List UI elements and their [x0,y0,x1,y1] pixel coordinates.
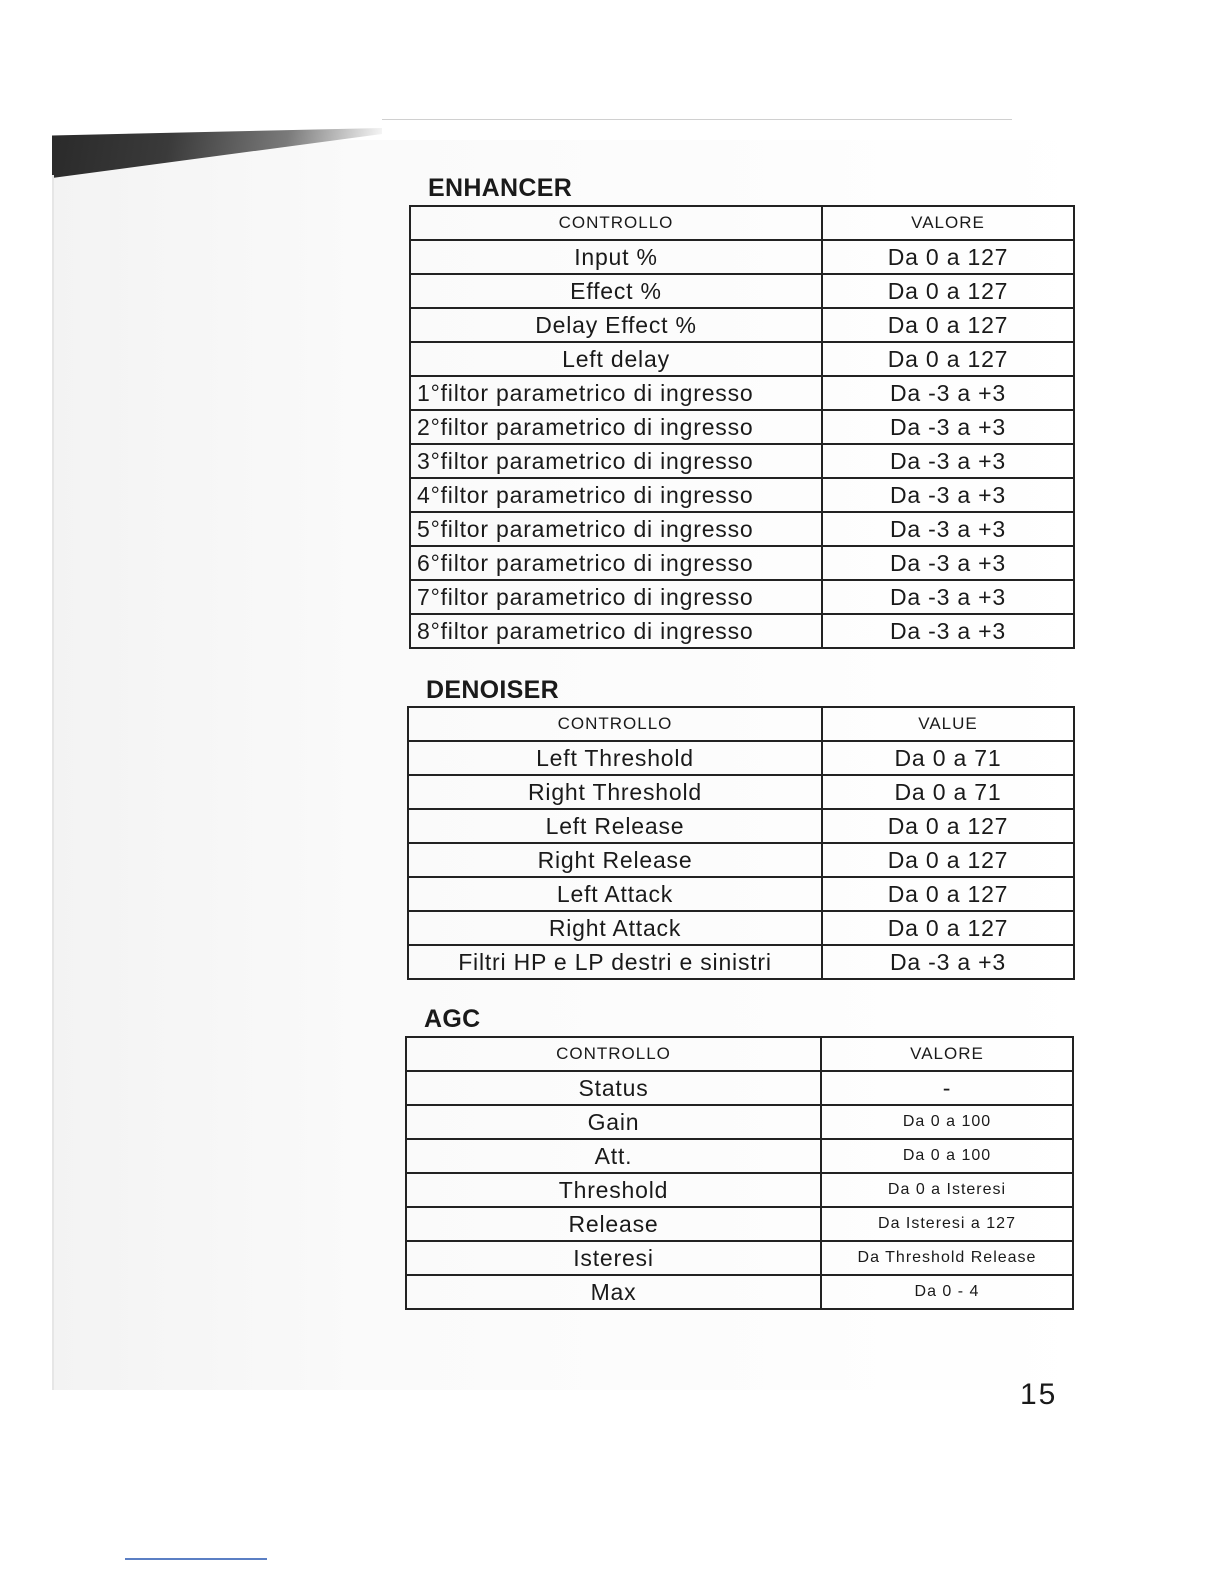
table-header-row [408,707,1074,741]
value-cell: Da 0 a Isteresi [821,1173,1073,1207]
table-row [406,1275,1073,1309]
table-row [410,478,1074,512]
value-cell: Da 0 a 127 [822,308,1074,342]
control-cell: Left Release [408,809,822,843]
control-cell: 4°filtor parametrico di ingresso [410,478,822,512]
control-cell: 8°filtor parametrico di ingresso [410,614,822,648]
value-cell: Da 0 a 127 [822,809,1074,843]
table-row [406,1241,1073,1275]
control-cell: Right Attack [408,911,822,945]
table-row [408,775,1074,809]
table-row [410,580,1074,614]
control-header: CONTROLLO [406,1037,821,1071]
table-row [408,945,1074,979]
left-page-edge [52,175,54,1390]
control-cell: Left Threshold [408,741,822,775]
control-cell: 6°filtor parametrico di ingresso [410,546,822,580]
control-cell: Isteresi [406,1241,821,1275]
value-cell: Da Threshold Release [821,1241,1073,1275]
control-cell: Release [406,1207,821,1241]
table-row [410,512,1074,546]
value-cell: Da 0 - 4 [821,1275,1073,1309]
table-row [410,376,1074,410]
table-row [410,614,1074,648]
table-row [406,1105,1073,1139]
value-cell: Da -3 a +3 [822,945,1074,979]
control-cell: Left delay [410,342,822,376]
control-cell: Delay Effect % [410,308,822,342]
table-row [408,809,1074,843]
value-cell: Da 0 a 127 [822,843,1074,877]
table-row [406,1071,1073,1105]
table-row [406,1139,1073,1173]
value-cell: - [821,1071,1073,1105]
control-cell: Filtri HP e LP destri e sinistri [408,945,822,979]
denoiser-title: DENOISER [426,676,559,704]
enhancer-table [409,205,1075,649]
table-row [410,342,1074,376]
control-header: CONTROLLO [410,206,822,240]
top-rule [382,119,1012,120]
value-cell: Da 0 a 127 [822,274,1074,308]
table-row [408,911,1074,945]
control-cell: 2°filtor parametrico di ingresso [410,410,822,444]
value-cell: Da -3 a +3 [822,546,1074,580]
value-cell: Da 0 a 100 [821,1139,1073,1173]
control-cell: Effect % [410,274,822,308]
control-cell: Threshold [406,1173,821,1207]
control-cell: Max [406,1275,821,1309]
table-row [410,546,1074,580]
table-row [406,1173,1073,1207]
value-cell: Da 0 a 127 [822,911,1074,945]
control-header: CONTROLLO [408,707,822,741]
table-row [408,741,1074,775]
table-header-row [410,206,1074,240]
table-row [410,240,1074,274]
table-row [410,444,1074,478]
value-cell: Da -3 a +3 [822,512,1074,546]
value-header: VALUE [822,707,1074,741]
value-cell: Da -3 a +3 [822,614,1074,648]
value-cell: Da 0 a 100 [821,1105,1073,1139]
agc-table [405,1036,1074,1310]
value-header: VALORE [822,206,1074,240]
enhancer-title: ENHANCER [428,174,573,202]
table-row [408,877,1074,911]
control-cell: Right Release [408,843,822,877]
denoiser-table [407,706,1075,980]
value-cell: Da 0 a 71 [822,775,1074,809]
value-cell: Da -3 a +3 [822,580,1074,614]
control-cell: 5°filtor parametrico di ingresso [410,512,822,546]
control-cell: 3°filtor parametrico di ingresso [410,444,822,478]
value-cell: Da -3 a +3 [822,478,1074,512]
value-cell: Da -3 a +3 [822,410,1074,444]
control-cell: Input % [410,240,822,274]
table-row [408,843,1074,877]
page-number: 15 [1020,1378,1058,1411]
table-header-row [406,1037,1073,1071]
value-cell: Da 0 a 71 [822,741,1074,775]
value-cell: Da Isteresi a 127 [821,1207,1073,1241]
control-cell: 1°filtor parametrico di ingresso [410,376,822,410]
value-cell: Da 0 a 127 [822,877,1074,911]
value-cell: Da 0 a 127 [822,240,1074,274]
control-cell: Right Threshold [408,775,822,809]
table-row [410,410,1074,444]
table-row [410,274,1074,308]
control-cell: Att. [406,1139,821,1173]
footer-rule [125,1558,267,1560]
agc-title: AGC [424,1005,481,1033]
table-row [410,308,1074,342]
table-row [406,1207,1073,1241]
value-cell: Da 0 a 127 [822,342,1074,376]
value-cell: Da -3 a +3 [822,376,1074,410]
value-header: VALORE [821,1037,1073,1071]
control-cell: 7°filtor parametrico di ingresso [410,580,822,614]
control-cell: Gain [406,1105,821,1139]
control-cell: Status [406,1071,821,1105]
value-cell: Da -3 a +3 [822,444,1074,478]
control-cell: Left Attack [408,877,822,911]
